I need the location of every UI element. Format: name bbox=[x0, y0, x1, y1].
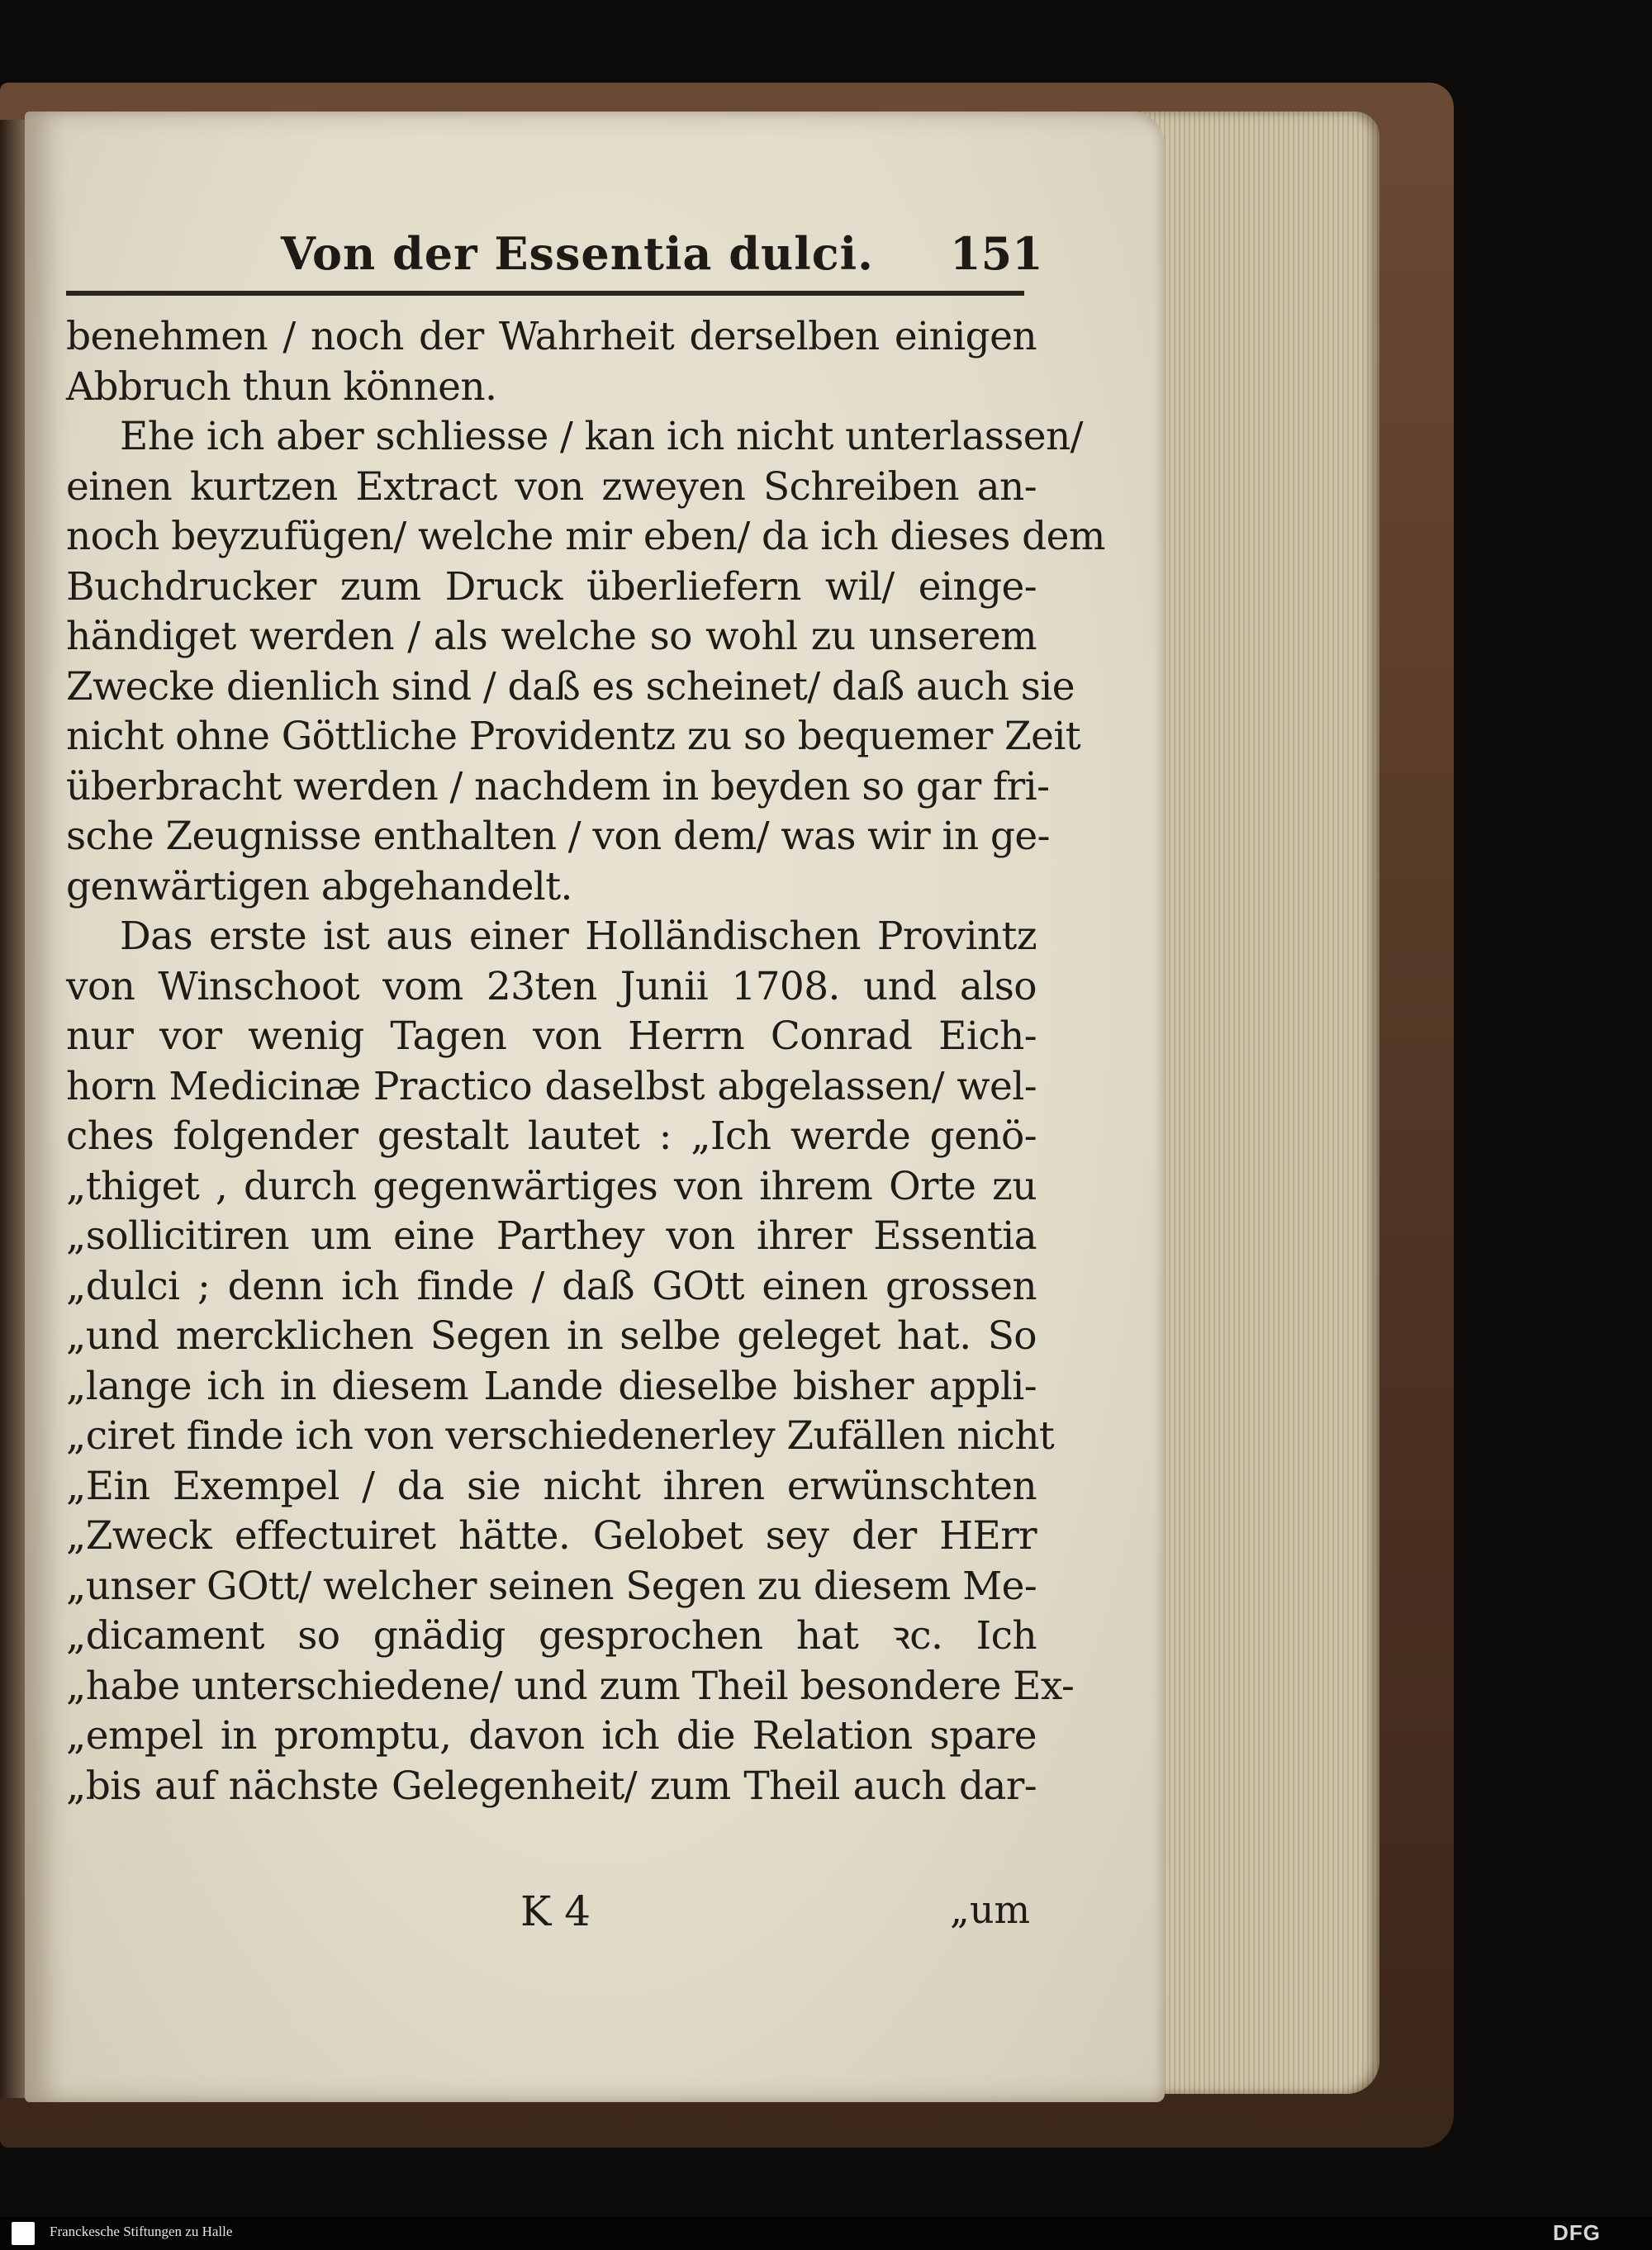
text-line: händiget werden / als welche so wohl zu unserem bbox=[66, 614, 1037, 659]
text-line: „lange ich in diesem Lande dieselbe bisher appli- bbox=[66, 1363, 1037, 1409]
text-line: genwärtigen abgehandelt. bbox=[66, 863, 572, 909]
text-line: Abbruch thun können. bbox=[66, 363, 497, 410]
text-line: „Zweck effectuiret hätte. Gelobet sey der HErr bbox=[66, 1513, 1037, 1559]
signature-mark: K 4 bbox=[520, 1887, 591, 1935]
text-line: „thiget , durch gegenwärtiges von ihrem Orte zu bbox=[66, 1163, 1037, 1209]
text-line: „bis auf nächste Gelegenheit/ zum Theil auch dar- bbox=[66, 1763, 1037, 1809]
body-text bbox=[66, 312, 1105, 1811]
text-line: „habe unterschiedene/ und zum Theil besondere Ex- bbox=[66, 1663, 1075, 1709]
dfg-logo: DFG bbox=[1553, 2220, 1601, 2245]
text-line: nicht ohne Göttliche Providentz zu so bequemer Zeit bbox=[66, 714, 1081, 759]
text-line: horn Medicinæ Practico daselbst abgelassen/ wel- bbox=[66, 1063, 1037, 1109]
text-line: „und mercklichen Segen in selbe geleget hat. So bbox=[66, 1313, 1037, 1359]
catchword: „um bbox=[950, 1887, 1031, 1932]
text-line: „dulci ; denn ich finde / daß GOtt einen grossen bbox=[66, 1263, 1037, 1309]
text-line: „unser GOtt/ welcher seinen Segen zu diesem Me- bbox=[66, 1563, 1037, 1609]
text-line: „sollicitiren um eine Parthey von ihrer Essentia bbox=[66, 1213, 1037, 1259]
text-line: benehmen / noch der Wahrheit derselben einigen bbox=[66, 314, 1037, 359]
book-gutter bbox=[0, 120, 26, 2098]
text-line: von Winschoot vom 23ten Junii 1708. und also bbox=[66, 963, 1037, 1009]
text-line: noch beyzufügen/ welche mir eben/ da ich dieses dem bbox=[66, 514, 1105, 559]
text-line: Zwecke dienlich sind / daß es scheinet/ daß auch sie bbox=[66, 663, 1075, 710]
page-number: 151 bbox=[950, 227, 1043, 280]
text-line: „empel in promptu, davon ich die Relation spare bbox=[66, 1713, 1037, 1759]
header-rule bbox=[66, 291, 1024, 296]
text-line: nur vor wenig Tagen von Herrn Conrad Eich- bbox=[66, 1013, 1037, 1059]
text-line: „dicament so gnädig gesprochen hat ꝛc. Ich bbox=[66, 1613, 1037, 1659]
text-line: Das erste ist aus einer Holländischen Provintz bbox=[120, 914, 1037, 959]
text-line: einen kurtzen Extract von zweyen Schreiben an- bbox=[66, 463, 1037, 510]
text-line: Buchdrucker zum Druck überliefern wil/ einge- bbox=[66, 563, 1037, 610]
text-line: „ciret finde ich von verschiedenerley Zufällen nicht bbox=[66, 1413, 1055, 1459]
institution-name: Franckesche Stiftungen zu Halle bbox=[50, 2224, 233, 2239]
text-line: sche Zeugnisse enthalten / von dem/ was wir in ge- bbox=[66, 814, 1050, 859]
text-line: ches folgender gestalt lautet : „Ich werde genö- bbox=[66, 1113, 1037, 1159]
institution-logo-icon bbox=[12, 2222, 35, 2245]
footer-bar bbox=[0, 2217, 1652, 2250]
page-edges bbox=[1132, 112, 1379, 2094]
text-line: „Ein Exempel / da sie nicht ihren erwünschten bbox=[66, 1463, 1037, 1509]
text-line: Ehe ich aber schliesse / kan ich nicht unterlassen/ bbox=[120, 414, 1083, 459]
running-head: Von der Essentia dulci. bbox=[281, 227, 874, 280]
text-line: überbracht werden / nachdem in beyden so gar fri- bbox=[66, 763, 1050, 809]
